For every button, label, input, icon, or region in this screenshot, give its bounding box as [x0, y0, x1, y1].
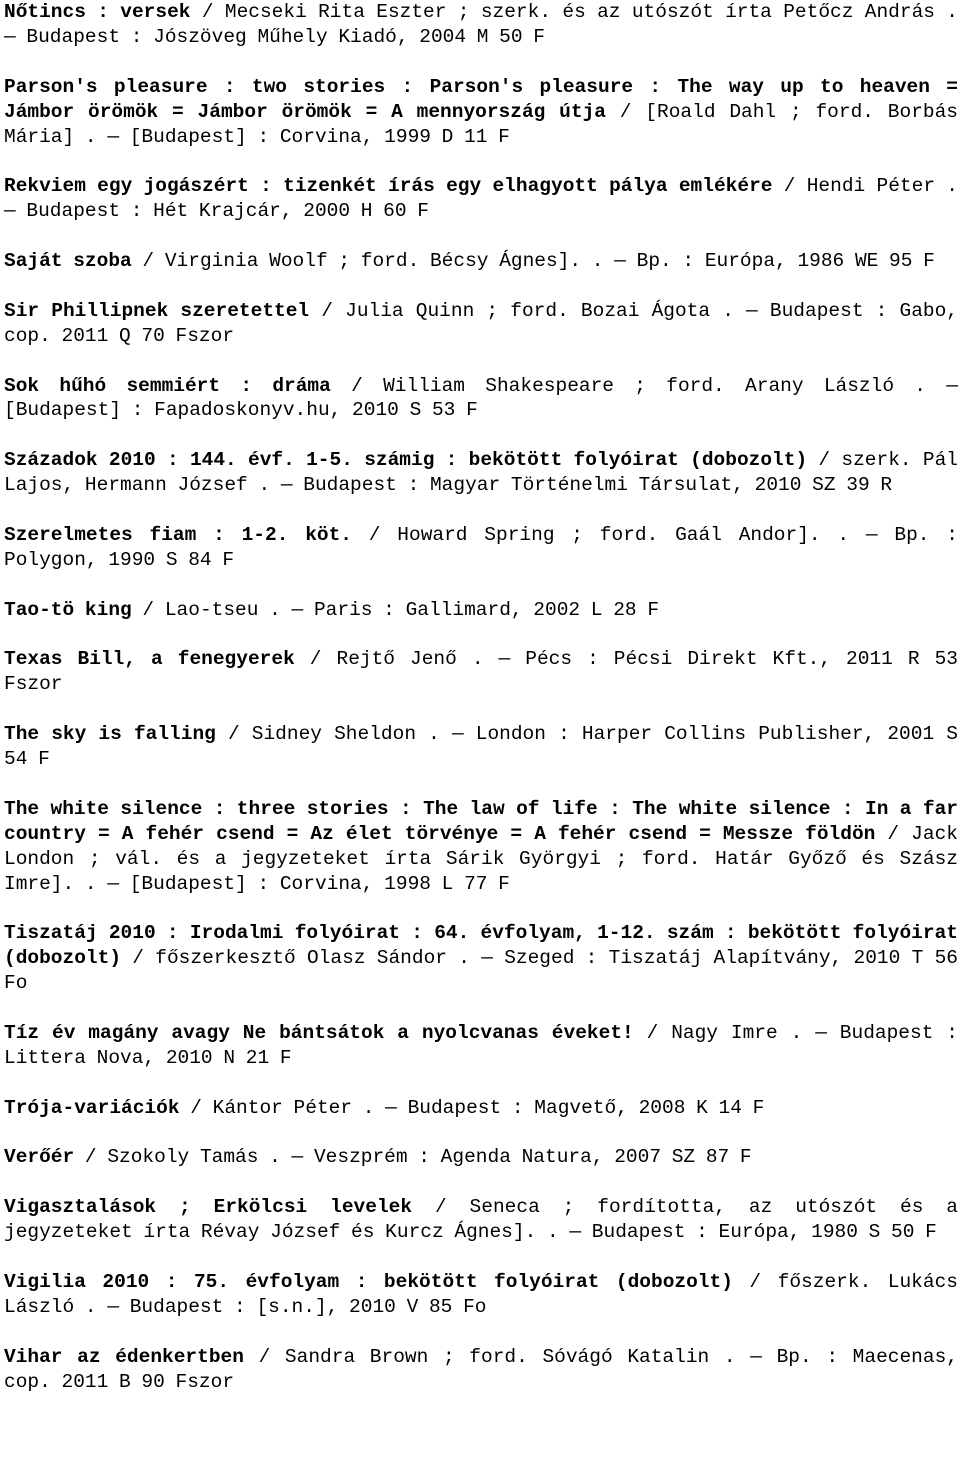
- catalog-entry: [4, 75, 958, 150]
- entry-title: Századok 2010 : 144. évf. 1-5. számig : bekötött folyóirat (dobozolt): [4, 449, 808, 472]
- catalog-entry: [4, 1096, 958, 1121]
- catalog-entry: [4, 174, 958, 224]
- entry-title: Tao-tö king: [4, 598, 132, 621]
- entry-details: / Nagy Imre . — Budapest : Littera Nova, 2010 N 21 F: [4, 1021, 958, 1069]
- entry-details: / szerk. Pál Lajos, Hermann József . — Budapest : Magyar Történelmi Társulat, 2010 SZ 39 R: [4, 449, 958, 497]
- catalog-entry: [4, 598, 958, 623]
- entry-details: / Julia Quinn ; ford. Bozai Ágota . — Budapest : Gabo, cop. 2011 Q 70 Fszor: [4, 299, 959, 347]
- catalog-entry: [4, 0, 958, 50]
- entry-title: Saját szoba: [4, 250, 132, 273]
- entry-title: Vihar az édenkertben: [4, 1345, 244, 1368]
- entry-details: / Mecseki Rita Eszter ; szerk. és az utószót írta Petőcz András . — Budapest : Jószöveg Műhely Kiadó, 2004 M 50 F: [4, 1, 959, 48]
- entry-title: Verőér: [4, 1146, 75, 1169]
- entry-details: / Howard Spring ; ford. Gaál Andor]. . — Bp. : Polygon, 1990 S 84 F: [4, 523, 958, 571]
- entry-title: Sir Phillipnek szeretettel: [4, 299, 310, 322]
- entry-details: / [Roald Dahl ; ford. Borbás Mária] . — [Budapest] : Corvina, 1999 D 11 F: [4, 100, 958, 148]
- catalog-entry: [4, 1270, 958, 1320]
- entry-details: / Jack London ; vál. és a jegyzeteket írta Sárik Györgyi ; ford. Határ Győző és Szász Imre]. . — [Budapest] : Corvina, 1998 L 77 F: [4, 822, 958, 895]
- catalog-entry: [4, 1195, 958, 1245]
- entry-title: Sok hűhó semmiért : dráma: [4, 374, 331, 397]
- catalog-entry: [4, 921, 958, 996]
- entry-title: Rekviem egy jogászért : tizenkét írás egy elhagyott pálya emlékére: [4, 175, 773, 198]
- catalog-entry: [4, 523, 958, 573]
- catalog-entry: [4, 1021, 958, 1071]
- entry-details: / főszerkesztő Olasz Sándor . — Szeged : Tiszatáj Alapítvány, 2010 T 56 Fo: [4, 947, 958, 995]
- catalog-entry: [4, 1345, 958, 1395]
- entry-details: / Szokoly Tamás . — Veszprém : Agenda Natura, 2007 SZ 87 F: [74, 1146, 752, 1169]
- entry-details: / Rejtő Jenő . — Pécs : Pécsi Direkt Kft., 2011 R 53 Fszor: [4, 648, 958, 696]
- entry-details: / főszerk. Lukács László . — Budapest : [s.n.], 2010 V 85 Fo: [4, 1270, 958, 1318]
- catalog-entry: [4, 797, 958, 897]
- entry-title: Szerelmetes fiam : 1-2. köt.: [4, 523, 353, 546]
- catalog-entry: [4, 1145, 958, 1170]
- catalog-list: [4, 0, 958, 1419]
- entry-title: The sky is falling: [4, 723, 216, 746]
- catalog-entry: [4, 299, 958, 349]
- catalog-entry: [4, 448, 958, 498]
- catalog-entry: [4, 374, 958, 424]
- entry-title: Tiszatáj 2010 : Irodalmi folyóirat : 64. évfolyam, 1-12. szám : bekötött folyóirat (dobozolt): [4, 922, 958, 970]
- entry-details: / Hendi Péter . — Budapest : Hét Krajcár, 2000 H 60 F: [4, 175, 959, 223]
- catalog-entry: [4, 647, 958, 697]
- entry-title: Texas Bill, a fenegyerek: [4, 648, 295, 671]
- entry-details: / Kántor Péter . — Budapest : Magvető, 2008 K 14 F: [179, 1096, 765, 1119]
- entry-details: / Sidney Sheldon . — London : Harper Collins Publisher, 2001 S 54 F: [4, 723, 958, 771]
- entry-details: / Sandra Brown ; ford. Sóvágó Katalin . — Bp. : Maecenas, cop. 2011 B 90 Fszor: [4, 1345, 958, 1393]
- entry-title: Vigasztalások ; Erkölcsi levelek: [4, 1196, 413, 1219]
- entry-title: Trója-variációk: [4, 1096, 180, 1119]
- entry-details: / Lao-tseu . — Paris : Gallimard, 2002 L 28 F: [131, 598, 660, 621]
- entry-details: / Seneca ; fordította, az utószót és a jegyzeteket írta Révay József és Kurcz Ágnes]. . — Budapest : Európa, 1980 S 50 F: [4, 1196, 959, 1244]
- entry-title: Tíz év magány avagy Ne bántsátok a nyolcvanas éveket!: [4, 1021, 634, 1044]
- catalog-entry: [4, 722, 958, 772]
- entry-title: Parson's pleasure : two stories : Parson's pleasure : The way up to heaven = Jámbor örömök = Jámbor örömök = A mennyország útja: [4, 75, 958, 123]
- entry-title: Vigilia 2010 : 75. évfolyam : bekötött folyóirat (dobozolt): [4, 1270, 733, 1293]
- catalog-entry: [4, 249, 958, 274]
- entry-details: / William Shakespeare ; ford. Arany László . — [Budapest] : Fapadoskonyv.hu, 2010 S 53 F: [4, 374, 958, 422]
- entry-title: The white silence : three stories : The law of life : The white silence : In a far country = A fehér csend = Az élet törvénye = A fehér csend = Messze földön: [4, 797, 958, 845]
- entry-details: / Virginia Woolf ; ford. Bécsy Ágnes]. . — Bp. : Európa, 1986 WE 95 F: [131, 250, 935, 273]
- entry-title: Nőtincs : versek: [4, 1, 191, 23]
